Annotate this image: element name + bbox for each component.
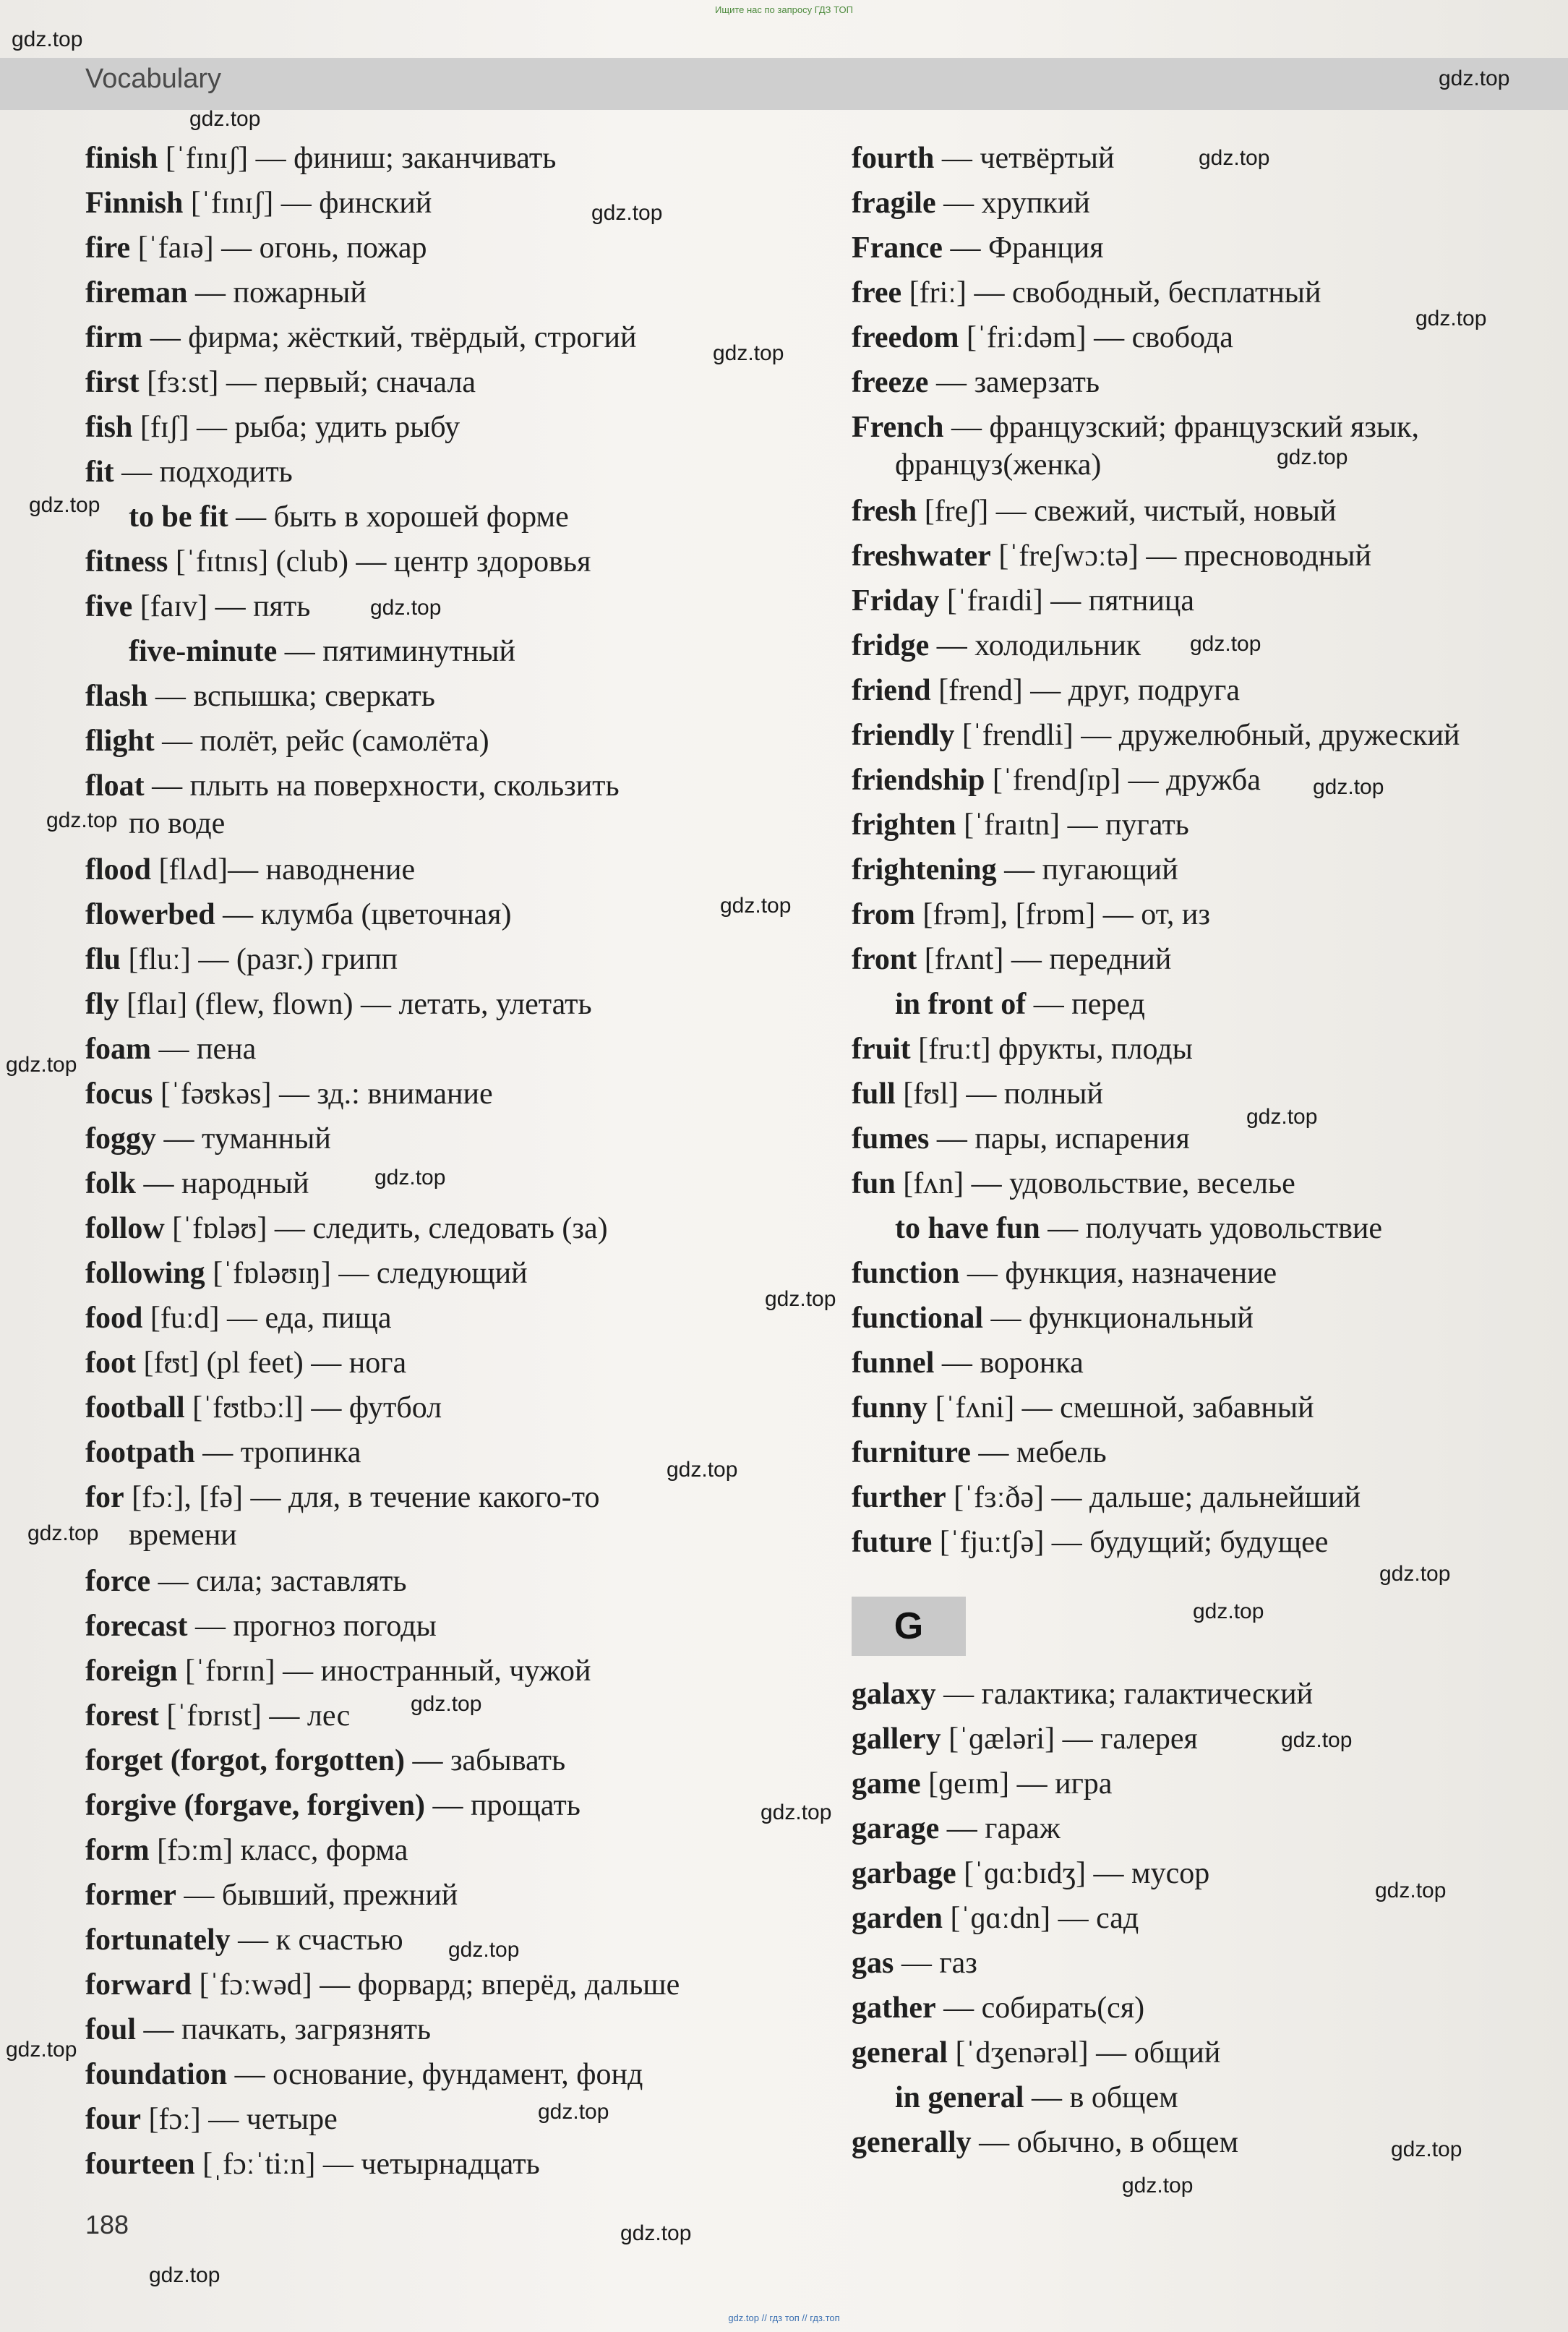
watermark: gdz.top (1439, 67, 1510, 90)
entry-forward: forward [ˈfɔːwəd] — форвард; вперёд, дальше (85, 1968, 680, 2002)
page-number: 188 (85, 2210, 129, 2239)
entry-first: first [fɜːst] — первый; сначала (85, 366, 476, 399)
entry-foul: foul — пачкать, загрязнять (85, 2013, 432, 2046)
entry-freedom: freedom [ˈfriːdəm] — свобода (852, 321, 1233, 354)
entry-finish: finish [ˈfɪnɪʃ] — финиш; заканчивать (85, 142, 557, 175)
watermark: gdz.top (189, 107, 261, 131)
entry-five: five [faɪv] — пять (85, 590, 311, 623)
watermark: gdz.top (1246, 1105, 1318, 1129)
entry-flight: flight — полёт, рейс (самолёта) (85, 725, 489, 758)
entry-fit: fit — подходить (85, 456, 293, 489)
entry-frightening: frightening — пугающий (852, 853, 1178, 887)
watermark: gdz.top (27, 1521, 99, 1545)
entry-form: form [fɔːm] класс, форма (85, 1834, 408, 1867)
watermark: gdz.top (1379, 1562, 1451, 1586)
entry-foundation: foundation — основание, фундамент, фонд (85, 2058, 643, 2091)
entry-gallery: gallery [ˈɡæləri] — галерея (852, 1722, 1198, 1756)
entry-fresh: fresh [freʃ] — свежий, чистый, новый (852, 495, 1337, 528)
watermark: gdz.top (1281, 1728, 1353, 1752)
watermark: gdz.top (12, 27, 83, 51)
entry-future: future [ˈfjuːtʃə] — будущий; будущее (852, 1526, 1329, 1559)
entry-from: from [frəm], [frɒm] — от, из (852, 898, 1210, 931)
entry-five-minute: five-minute — пятиминутный (129, 635, 515, 668)
entry-furniture: furniture — мебель (852, 1436, 1107, 1469)
watermark: gdz.top (1199, 146, 1270, 170)
entry-french-continued: француз(женка) (895, 448, 1102, 482)
entry-foam: foam — пена (85, 1033, 257, 1066)
entry-four: four [fɔː] — четыре (85, 2103, 338, 2136)
watermark: gdz.top (1277, 445, 1348, 469)
watermark: gdz.top (374, 1166, 446, 1190)
entry-freshwater: freshwater [ˈfreʃwɔːtə] — пресноводный (852, 539, 1371, 573)
watermark: gdz.top (1313, 775, 1384, 799)
entry-for: for [fɔː], [fə] — для, в течение какого-то (85, 1481, 600, 1514)
entry-football: football [ˈfʊtbɔːl] — футбол (85, 1391, 442, 1425)
entry-garden: garden [ˈɡɑːdn] — сад (852, 1902, 1139, 1935)
entry-funny: funny [ˈfʌni] — смешной, забавный (852, 1391, 1314, 1425)
entry-fourth: fourth — четвёртый (852, 142, 1115, 175)
entry-forgive: forgive (forgave, forgiven) — прощать (85, 1789, 580, 1822)
watermark: gdz.top (1122, 2174, 1194, 2198)
watermark: gdz.top (1190, 632, 1261, 656)
entry-footpath: footpath — тропинка (85, 1436, 361, 1469)
entry-friendly: friendly [ˈfrendli] — дружелюбный, дружеский (852, 719, 1460, 752)
entry-float: float — плыть на поверхности, скользить (85, 769, 620, 803)
section-title: Vocabulary (85, 64, 222, 94)
entry-garbage: garbage [ˈɡɑːbɪdʒ] — мусор (852, 1857, 1210, 1890)
watermark: gdz.top (591, 201, 663, 225)
entry-fireman: fireman — пожарный (85, 276, 367, 309)
watermark: gdz.top (6, 2038, 77, 2062)
entry-further: further [ˈfɜːðə] — дальше; дальнейший (852, 1481, 1361, 1514)
entry-folk: folk — народный (85, 1167, 309, 1200)
entry-function: function — функция, назначение (852, 1257, 1277, 1290)
watermark: gdz.top (538, 2100, 609, 2124)
entry-to-be-fit: to be fit — быть в хорошей форме (129, 500, 569, 534)
entry-fly: fly [flaɪ] (flew, flown) — летать, улетать (85, 988, 592, 1021)
entry-game: game [ɡeɪm] — игра (852, 1767, 1113, 1801)
entry-fitness: fitness [ˈfɪtnɪs] (club) — центр здоровья (85, 545, 591, 578)
entry-forget: forget (forgot, forgotten) — забывать (85, 1744, 566, 1777)
watermark: gdz.top (411, 1692, 482, 1716)
entry-flood: flood [flʌd]— наводнение (85, 853, 416, 887)
entry-freeze: freeze — замерзать (852, 366, 1100, 399)
watermark: gdz.top (713, 341, 784, 365)
entry-in-front-of: in front of — перед (895, 988, 1145, 1021)
watermark: gdz.top (765, 1287, 836, 1311)
entry-france: France — Франция (852, 231, 1104, 265)
entry-fortunately: fortunately — к счастью (85, 1923, 403, 1957)
watermark: gdz.top (620, 2221, 692, 2245)
entry-food: food [fuːd] — еда, пища (85, 1302, 392, 1335)
entry-former: former — бывший, прежний (85, 1879, 458, 1912)
entry-forecast: forecast — прогноз погоды (85, 1610, 437, 1643)
watermark: gdz.top (1193, 1599, 1264, 1623)
top-note: Ищите нас по запросу ГДЗ ТОП (715, 4, 853, 15)
entry-garage: garage — гараж (852, 1812, 1061, 1845)
entry-fumes: fumes — пары, испарения (852, 1122, 1190, 1156)
entry-in-general: in general — в общем (895, 2081, 1178, 2114)
entry-follow: follow [ˈfɒləʊ] — следить, следовать (за) (85, 1212, 608, 1245)
entry-finnish: Finnish [ˈfɪnɪʃ] — финский (85, 187, 432, 220)
entry-flash: flash — вспышка; сверкать (85, 680, 435, 713)
header-band (0, 58, 1568, 110)
entry-gas: gas — газ (852, 1947, 977, 1980)
entry-fish: fish [fɪʃ] — рыба; удить рыбу (85, 411, 460, 444)
entry-funnel: funnel — воронка (852, 1346, 1084, 1380)
entry-fire: fire [ˈfaɪə] — огонь, пожар (85, 231, 427, 265)
entry-fridge: fridge — холодильник (852, 629, 1141, 662)
entry-frighten: frighten [ˈfraɪtn] — пугать (852, 808, 1189, 842)
entry-force: force — сила; заставлять (85, 1565, 407, 1598)
right-column (852, 136, 1560, 2165)
watermark: gdz.top (370, 596, 442, 620)
watermark: gdz.top (1375, 1879, 1447, 1902)
entry-french: French — французский; французский язык, (852, 411, 1420, 444)
entry-foreign: foreign [ˈfɒrɪn] — иностранный, чужой (85, 1654, 591, 1688)
entry-fourteen: fourteen [ˌfɔːˈtiːn] — четырнадцать (85, 2148, 540, 2181)
entry-to-have-fun: to have fun — получать удовольствие (895, 1212, 1383, 1245)
entry-firm: firm — фирма; жёсткий, твёрдый, строгий (85, 321, 637, 354)
entry-galaxy: galaxy — галактика; галактический (852, 1678, 1314, 1711)
watermark: gdz.top (1415, 307, 1487, 330)
watermark: gdz.top (448, 1938, 520, 1962)
entry-following: following [ˈfɒləʊɪŋ] — следующий (85, 1257, 528, 1290)
entry-functional: functional — функциональный (852, 1302, 1254, 1335)
letter-heading-g: G (852, 1597, 966, 1656)
entry-free: free [friː] — свободный, бесплатный (852, 276, 1321, 309)
entry-fragile: fragile — хрупкий (852, 187, 1090, 220)
watermark: gdz.top (1391, 2137, 1462, 2161)
entry-fun: fun [fʌn] — удовольствие, веселье (852, 1167, 1295, 1200)
watermark: gdz.top (149, 2263, 220, 2287)
entry-foot: foot [fʊt] (pl feet) — нога (85, 1346, 407, 1380)
entry-full: full [fʊl] — полный (852, 1077, 1103, 1111)
watermark: gdz.top (46, 808, 118, 832)
left-column (85, 136, 823, 2187)
entry-friendship: friendship [ˈfrendʃɪp] — дружба (852, 764, 1261, 797)
entry-fruit: fruit [fruːt] фрукты, плоды (852, 1033, 1193, 1066)
entry-gather: gather — собирать(ся) (852, 1991, 1145, 2025)
watermark: gdz.top (720, 894, 792, 918)
entry-forest: forest [ˈfɒrɪst] — лес (85, 1699, 351, 1733)
entry-general: general [ˈdʒenərəl] — общий (852, 2036, 1221, 2070)
entry-flowerbed: flowerbed — клумба (цветочная) (85, 898, 512, 931)
watermark: gdz.top (761, 1801, 832, 1824)
entry-float-continued: по воде (129, 807, 226, 840)
watermark: gdz.top (29, 493, 100, 517)
entry-for-continued: времени (129, 1519, 237, 1552)
entry-friday: Friday [ˈfraɪdi] — пятница (852, 584, 1194, 618)
bottom-note: gdz.top // гдз топ // гдз.топ (728, 2312, 840, 2323)
entry-flu: flu [fluː] — (разг.) грипп (85, 943, 398, 976)
entry-foggy: foggy — туманный (85, 1122, 331, 1156)
watermark: gdz.top (667, 1458, 738, 1482)
entry-generally: generally — обычно, в общем (852, 2126, 1239, 2159)
entry-focus: focus [ˈfəʊkəs] — зд.: внимание (85, 1077, 493, 1111)
watermark: gdz.top (6, 1053, 77, 1077)
entry-front: front [frʌnt] — передний (852, 943, 1172, 976)
entry-friend: friend [frend] — друг, подруга (852, 674, 1240, 707)
